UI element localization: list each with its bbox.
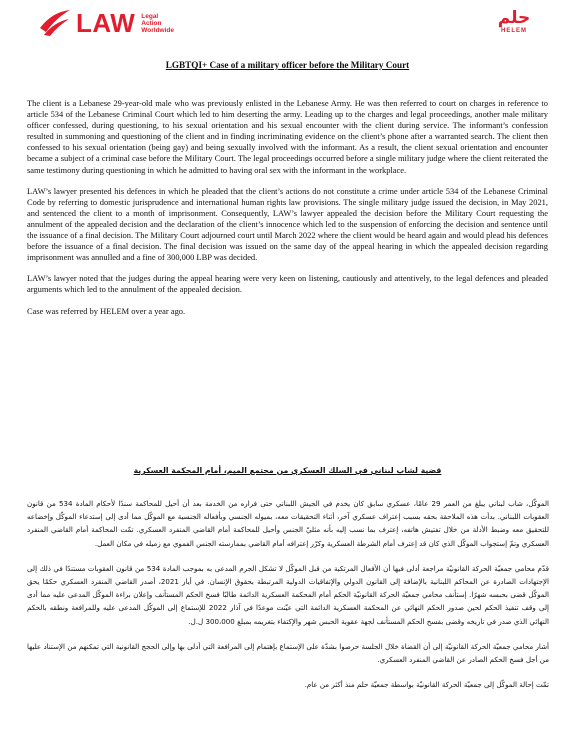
law-swoosh-icon [38,8,72,38]
arabic-paragraph: تمّت إحالة الموكّل إلى جمعيّة الحركة القانونيّة بواسطة جمعيّة حلم منذ أكثر من عام. [304,680,549,690]
helem-logo [493,8,535,35]
arabic-paragraph: الموكّل، شاب لبناني يبلغ من العمر 29 عامًا، عسكري سابق كان يخدم في الجيش اللبناني حتى فراره من الخدمة بعد أن أحيل للمحاكمة سندًا لأحكام المادة 534 من قانون العقوبات اللبناني. بدأت هذه الملاحقة بحقه بسبب إعتراف عسكري آخر، أثناء التحقيقات معه، بميوله الجنسي وبأفعاله الجنسية مع الموكّل مما أدى إلى إستدعاء الموكّل وإخضاعه للتحقيق معه وضبط الأدلة من خلال تفتيش هاتفه، إعترف بما نسب إليه بأنه مثليّ الجنس وأحيل للمحاكمة أمام القاضي المنفرد العسكري. تمّت المحاكمة أمام القاضي المنفرد العسكري وتمّ إستجواب الموكّل الذي كان قد إعترف أمام الشرطة العسكرية وكرّر إعترافه أمام القاضي بممارسته الجنس الفموي مع زميله في مكان العمل. [27,499,549,548]
arabic-title: قضية لشاب لبناني في السلك العسكري من مجتمع الميم، أمام المحكمة العسكرية [133,466,442,475]
english-paragraph: Case was referred by HELEM over a year ago. [27,305,186,316]
english-paragraph: The client is a Lebanese 29-year-old male who was previously enlisted in the Lebanese Army. He was then referred to court on charges in reference to article 534 of the Lebanese Criminal Court which led to him deserting the army. Leading up to the charges and legal proceedings, another male military officer confessed, during questioning, to his sexual orientation and his sexual encounter with the client during service. The informant’s confession resulted in summoning and questioning of the client and in finding incriminating evidence on the client’s phone after a warranted search. The client then confessed to his sexual orientation (being gay) and being sexually involved with the informant. As a result, the client sexual orientation and encounter became a subject of a criminal case before the Military Court. The legal proceedings occurred before a single military judge where the client reiterated the same testimony during questioning in which he admitted to having oral sex with the informant in the workplace. [27,98,548,175]
english-title: LGBTQI+ Case of a military officer before the Military Court [165,60,410,70]
english-paragraph: LAW’s lawyer noted that the judges during the appeal hearing were very keen on listening, cautiously and attentively, to the legal defences and pleaded arguments which led to the annulment of the appealed decision. [27,273,548,295]
law-brand: LAW [76,8,136,38]
helem-latin-mark: HELEM [501,28,527,34]
english-paragraph: LAW’s lawyer presented his defences in which he pleaded that the client’s actions do not constitute a crime under article 534 of the Lebanese Criminal Code by referring to domestic jurisprudence and international human rights law provisions. The single military judge issued the decision, in May 2021, and sentenced the client to a month of imprisonment. Consequently, LAW’s lawyer appealed the decision before the Military Court requesting the annulment of the appealed decision and the declaration of the client’s innocence which led to the suspension of enforcing the decision and sentence until the issuance of a final decision. The Military Court adjourned court until March 2022 where the client would be heard again and would plead his defences before the issuance of a final decision. The final decision was issued on the same day of the appeal hearing in which the appealed decision regarding imprisonment was annulled and a fine of 300,000 LBP was decided. [27,185,548,263]
arabic-paragraph: أشار محامي جمعيّة الحركة القانونيّة إلى أن القضاة خلال الجلسة حرصوا بشدّة على الإستماع بإهتمام إلى المرافعة التي أدلى بها وإلى الحجج القانونية التي تمكنهم من الإستناد عليها من أجل فسخ الحكم الصادر عن القاضي المنفرد العسكري. [27,641,549,665]
page-header [0,0,575,56]
english-body [27,98,548,327]
arabic-body [27,497,549,703]
arabic-paragraph: قدّم محامي جمعيّة الحركة القانونيّة مراجعة أدلى فيها أن الأفعال المرتكبة من قبل الموكّل لا تشكل الجرم المدعى به بموجب المادة 534 من قانون العقوبات مستندًا في ذلك إلى الإجتهادات الصادرة عن المحاكم اللبنانية بالإضافة إلى القانون الدولي والإتفاقيات الدولية المرتبطة بحقوق الإنسان. في أيار 2021، أصدر القاضي المنفرد العسكري حكمًا يحق الموكّل قضى بحبسه شهرًا. إستأنف محامي جمعيّة الحركة القانونيّة الحكم أمام المحكمة العسكرية الدائمة طالبًا فسخ الحكم المستأنف وإعلان براءة الموكّل المدعى عليه مما أدى إلى وقف تنفيذ الحكم لحين صدور الحكم النهائي عن المحكمة العسكرية الدائمة التي عيّنت موعدًا في آذار 2022 للإستماع إلى الموكّل المدعى عليه وللمرافعة ونطقه بالحكم النهائي الذي صدر في تاريخه وقضى بفسخ الحكم المستأنف لجهة عقوبة الحبس شهر والإكتفاء بتغريمه بمبلغ 300،000 ل.ل. [27,563,549,626]
law-tagline: Legal Action Worldwide [141,12,175,34]
helem-arabic-mark: حلم [497,8,531,28]
law-logo [38,8,174,38]
